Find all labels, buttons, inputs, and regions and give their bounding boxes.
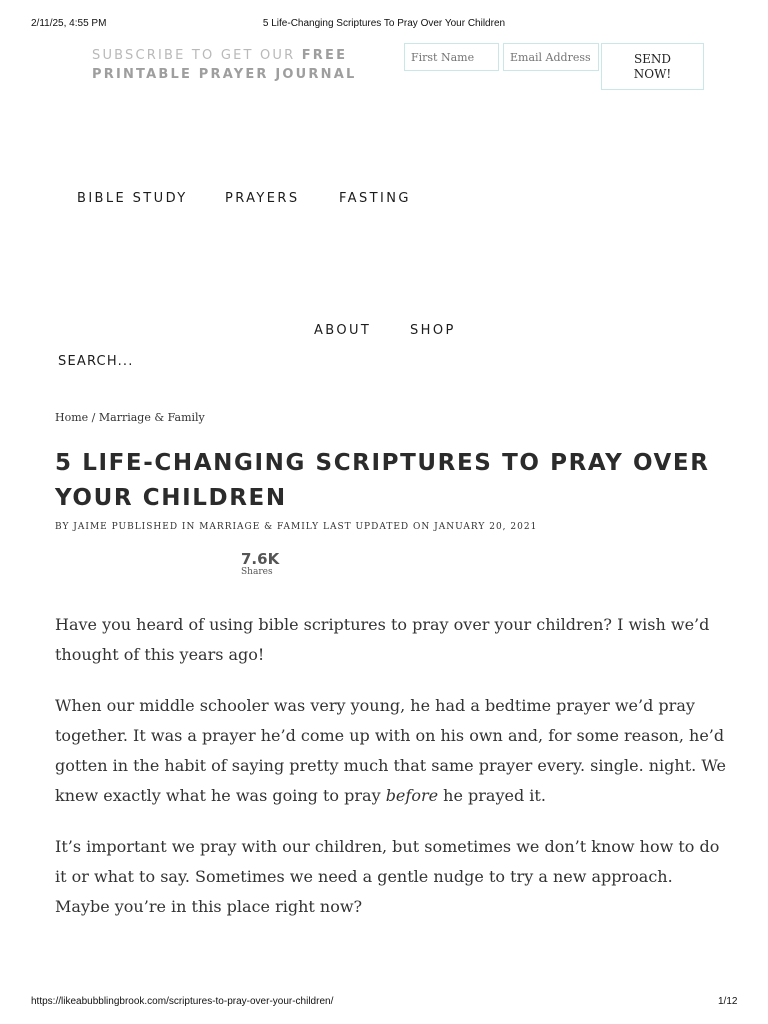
nav-shop[interactable]: SHOP <box>410 323 456 338</box>
article-paragraph-3: It’s important we pray with our children, but sometimes we don’t know how to do it or what to say. Sometimes we need a gentle nudge to try a new approach. Maybe you’re in this place right now? <box>55 837 720 916</box>
nav-fasting[interactable]: FASTING <box>339 191 411 206</box>
shares-label: Shares <box>241 567 273 577</box>
breadcrumb-category[interactable]: Marriage & Family <box>98 411 205 424</box>
nav-bible-study[interactable]: BIBLE STUDY <box>77 191 188 206</box>
article-byline <box>55 522 537 532</box>
breadcrumb-separator: / <box>91 411 96 424</box>
print-url: https://likeabubblingbrook.com/scriptures-to-pray-over-your-children/ <box>31 996 334 1007</box>
nav-prayers[interactable]: PRAYERS <box>225 191 300 206</box>
byline-by: BY <box>55 522 70 532</box>
send-label-line2: NOW! <box>633 66 672 81</box>
paragraph-2-text-a: When our middle schooler was very young, he had a bedtime prayer we’d pray together. It was a prayer he’d come up with on his own and, for some reason, he’d gotten in the habit of saying pretty much that same prayer every. single. night. We knew exactly what he was going to pray <box>55 696 726 805</box>
byline-published-in: PUBLISHED IN <box>111 522 196 532</box>
print-doc-title: 5 Life-Changing Scriptures To Pray Over Your Children <box>262 18 506 29</box>
nav-about[interactable]: ABOUT <box>314 323 372 338</box>
subscribe-journal: PRINTABLE PRAYER JOURNAL <box>92 67 357 82</box>
first-name-input[interactable] <box>404 43 499 71</box>
paragraph-2-text-b: he prayed it. <box>438 786 546 805</box>
send-now-button[interactable] <box>601 43 704 90</box>
search-toggle[interactable]: SEARCH... <box>58 354 134 369</box>
byline-author[interactable]: JAIME <box>73 522 108 532</box>
subscribe-text: SUBSCRIBE TO GET OUR <box>92 48 296 63</box>
breadcrumb <box>55 411 205 424</box>
print-datetime: 2/11/25, 4:55 PM <box>31 18 107 29</box>
send-label-line1: SEND <box>633 51 672 66</box>
subscribe-free: FREE <box>301 48 348 63</box>
byline-updated-label: LAST UPDATED ON <box>322 522 431 532</box>
shares-count: 7.6K <box>241 550 280 568</box>
article-title: 5 LIFE-CHANGING SCRIPTURES TO PRAY OVER YOUR CHILDREN <box>55 450 710 511</box>
subscribe-promo <box>92 46 362 84</box>
email-input[interactable] <box>503 43 599 71</box>
byline-date: JANUARY 20, 2021 <box>434 522 538 532</box>
print-page-number: 1/12 <box>718 996 738 1007</box>
article-paragraph-1: Have you heard of using bible scriptures to pray over your children? I wish we’d thought of this years ago! <box>55 615 710 664</box>
article-paragraph-2 <box>55 691 727 811</box>
paragraph-2-emphasis: before <box>385 786 439 805</box>
breadcrumb-home[interactable]: Home <box>55 411 89 424</box>
byline-category[interactable]: MARRIAGE & FAMILY <box>199 522 320 532</box>
